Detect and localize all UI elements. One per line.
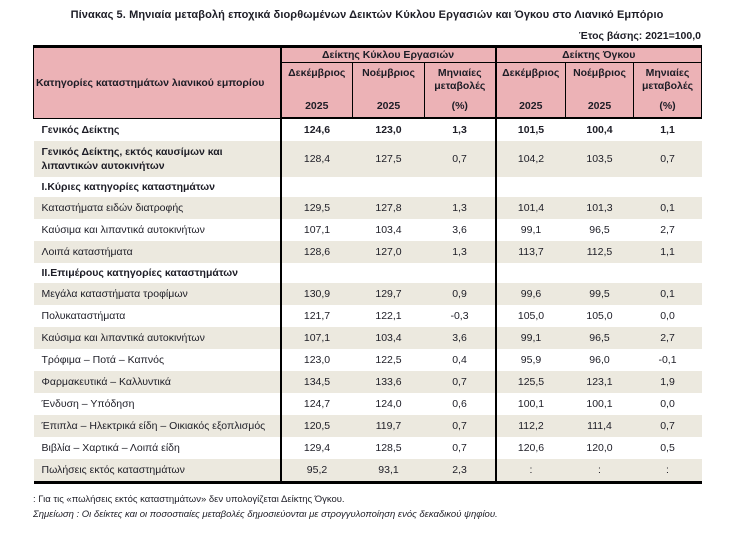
value-cell xyxy=(281,263,353,283)
value-cell: 96,5 xyxy=(589,332,610,344)
value-cell: 105,0 xyxy=(496,305,566,327)
col-header-month: Νοέμβριος xyxy=(573,67,626,79)
value-cell xyxy=(353,177,425,197)
value-cell: 2,7 xyxy=(660,224,675,236)
retail-indices-table xyxy=(33,45,702,484)
value-cell: 0,9 xyxy=(452,288,467,300)
value-cell: 120,0 xyxy=(586,442,613,454)
table-row xyxy=(34,327,702,349)
value-cell: 99,6 xyxy=(496,283,566,305)
col-header-volume-december xyxy=(496,63,566,119)
value-cell: 0,7 xyxy=(452,442,467,454)
value-cell: 124,0 xyxy=(375,398,402,410)
value-cell: 0,0 xyxy=(660,310,675,322)
value-cell xyxy=(634,177,702,197)
value-cell: -0,3 xyxy=(450,310,469,322)
col-header-year: 2025 xyxy=(519,100,543,112)
category-cell: Ι.Κύριες κατηγορίες καταστημάτων xyxy=(41,181,215,193)
table-row xyxy=(34,118,702,141)
value-cell: 101,5 xyxy=(496,118,566,141)
table-body xyxy=(34,118,702,483)
value-cell xyxy=(566,263,634,283)
category-cell: ΙΙ.Επιμέρους κατηγορίες καταστημάτων xyxy=(41,267,238,279)
category-cell: Πωλήσεις εκτός καταστημάτων xyxy=(34,459,281,483)
col-header-year: 2025 xyxy=(587,100,612,112)
value-cell: 127,0 xyxy=(375,246,402,258)
value-cell: 133,6 xyxy=(375,376,402,388)
value-cell: 1,3 xyxy=(452,202,467,214)
category-cell: Έπιπλα – Ηλεκτρικά είδη – Οικιακός εξοπλισμός xyxy=(41,420,266,432)
value-cell xyxy=(425,263,496,283)
value-cell: 122,5 xyxy=(375,354,402,366)
value-cell: 100,4 xyxy=(586,124,613,136)
col-header-turnover-november xyxy=(353,63,425,119)
table-row xyxy=(34,349,702,371)
col-header-change-label: Μηνιαίες μεταβολές xyxy=(641,67,694,92)
value-cell xyxy=(496,263,566,283)
col-header-percent: (%) xyxy=(451,100,468,112)
value-cell: 128,4 xyxy=(281,141,353,177)
value-cell: 2,7 xyxy=(660,332,675,344)
category-column-header: Κατηγορίες καταστημάτων λιανικού εμπορίου xyxy=(34,47,281,119)
value-cell: 129,4 xyxy=(281,437,353,459)
value-cell: 119,7 xyxy=(375,420,402,432)
group-header-row xyxy=(34,47,702,63)
section-row xyxy=(34,177,702,197)
table-row xyxy=(34,283,702,305)
value-cell xyxy=(634,263,702,283)
col-header-month: Δεκέμβριος xyxy=(288,67,346,79)
value-cell: 0,7 xyxy=(660,420,675,432)
value-cell: 112,5 xyxy=(586,246,613,258)
group-header-volume: Δείκτης Όγκου xyxy=(496,47,702,63)
table-row xyxy=(34,393,702,415)
category-cell: Πολυκαταστήματα xyxy=(41,310,126,322)
value-cell: 129,7 xyxy=(375,288,402,300)
value-cell: 129,5 xyxy=(281,197,353,219)
value-cell xyxy=(353,263,425,283)
category-cell: Καύσιμα και λιπαντικά αυτοκινήτων xyxy=(41,224,205,236)
value-cell: 123,0 xyxy=(375,124,402,136)
category-cell: Βιβλία – Χαρτικά – Λοιπά είδη xyxy=(41,442,180,454)
value-cell: 103,4 xyxy=(375,332,402,344)
table-row xyxy=(34,415,702,437)
value-cell: 105,0 xyxy=(586,310,613,322)
footnotes xyxy=(33,492,701,522)
value-cell: 1,1 xyxy=(660,124,675,136)
category-cell: Φαρμακευτικά – Καλλυντικά xyxy=(41,376,171,388)
value-cell: 100,1 xyxy=(496,393,566,415)
value-cell: 130,9 xyxy=(281,283,353,305)
category-cell: Λοιπά καταστήματα xyxy=(41,246,133,258)
value-cell: 127,5 xyxy=(375,153,402,165)
table-row xyxy=(34,219,702,241)
value-cell: 1,9 xyxy=(660,376,675,388)
value-cell: 0,4 xyxy=(452,354,467,366)
value-cell: 3,6 xyxy=(452,332,467,344)
value-cell: 96,5 xyxy=(589,224,610,236)
value-cell: 0,1 xyxy=(660,202,675,214)
value-cell: 123,1 xyxy=(586,376,613,388)
value-cell: 0,0 xyxy=(660,398,675,410)
table-row xyxy=(34,241,702,263)
value-cell xyxy=(496,177,566,197)
value-cell: 101,3 xyxy=(586,202,613,214)
col-header-volume-monthly-change xyxy=(634,63,702,119)
value-cell: 96,0 xyxy=(589,354,610,366)
col-header-turnover-december xyxy=(281,63,353,119)
value-cell: 0,5 xyxy=(660,442,675,454)
value-cell: 125,5 xyxy=(496,371,566,393)
table-row xyxy=(34,141,702,177)
col-header-change-label: Μηνιαίες μεταβολές xyxy=(434,67,486,92)
group-header-turnover: Δείκτης Κύκλου Εργασιών xyxy=(281,47,496,63)
value-cell: 3,6 xyxy=(452,224,467,236)
value-cell: 0,1 xyxy=(660,288,675,300)
value-cell: 124,6 xyxy=(281,118,353,141)
table-row xyxy=(34,459,702,483)
value-cell: : xyxy=(496,459,566,483)
value-cell: 0,6 xyxy=(452,398,467,410)
category-cell: Καύσιμα και λιπαντικά αυτοκινήτων xyxy=(41,332,205,344)
value-cell: : xyxy=(634,459,702,483)
table-row xyxy=(34,197,702,219)
table-row xyxy=(34,437,702,459)
value-cell: 112,2 xyxy=(496,415,566,437)
value-cell: 134,5 xyxy=(281,371,353,393)
value-cell: 101,4 xyxy=(496,197,566,219)
value-cell: 99,1 xyxy=(496,327,566,349)
col-header-month: Δεκέμβριος xyxy=(502,67,560,79)
value-cell: 93,1 xyxy=(353,459,425,483)
value-cell: 121,7 xyxy=(281,305,353,327)
value-cell: 124,7 xyxy=(281,393,353,415)
base-year-note: Έτος βάσης: 2021=100,0 xyxy=(578,30,701,42)
value-cell xyxy=(425,177,496,197)
col-header-year: 2025 xyxy=(376,100,401,112)
value-cell xyxy=(566,177,634,197)
value-cell: 128,5 xyxy=(375,442,402,454)
value-cell: 1,3 xyxy=(452,124,467,136)
value-cell: 99,1 xyxy=(496,219,566,241)
value-cell: 0,7 xyxy=(660,153,675,165)
value-cell xyxy=(281,177,353,197)
col-header-year: 2025 xyxy=(305,100,329,112)
value-cell: 0,7 xyxy=(452,153,467,165)
col-header-percent: (%) xyxy=(659,100,676,112)
section-row xyxy=(34,263,702,283)
category-cell: Καταστήματα ειδών διατροφής xyxy=(41,202,184,214)
category-cell: Ένδυση – Υπόδηση xyxy=(41,398,135,410)
col-header-month: Νοέμβριος xyxy=(362,67,415,79)
category-cell: Τρόφιμα – Ποτά – Καπνός xyxy=(41,354,165,366)
footnote-rounding: Σημείωση : Οι δείκτες και οι ποσοστιαίες μεταβολές δημοσιεύονται με στρογγυλοποίηση ενός δεκαδικού ψηφίου. xyxy=(33,509,498,520)
value-cell: 0,7 xyxy=(452,376,467,388)
value-cell: -0,1 xyxy=(658,354,677,366)
value-cell: 100,1 xyxy=(586,398,613,410)
value-cell: 120,5 xyxy=(281,415,353,437)
category-cell: Γενικός Δείκτης xyxy=(41,123,120,136)
category-cell: Μεγάλα καταστήματα τροφίμων xyxy=(41,288,188,300)
value-cell: 111,4 xyxy=(587,420,612,432)
value-cell: 104,2 xyxy=(496,141,566,177)
value-cell: 120,6 xyxy=(496,437,566,459)
value-cell: 128,6 xyxy=(281,241,353,263)
value-cell: 2,3 xyxy=(425,459,496,483)
value-cell: 95,2 xyxy=(281,459,353,483)
value-cell: 0,7 xyxy=(452,420,467,432)
page-title: Πίνακας 5. Μηνιαία μεταβολή εποχικά διορθωμένων Δεικτών Κύκλου Εργασιών και Όγκου στο Λιανικό Εμπόριο xyxy=(70,9,664,21)
value-cell: 123,0 xyxy=(281,349,353,371)
col-header-volume-november xyxy=(566,63,634,119)
value-cell: 1,3 xyxy=(452,246,467,258)
table-row xyxy=(34,305,702,327)
value-cell: 103,4 xyxy=(375,224,402,236)
value-cell: 103,5 xyxy=(586,153,613,165)
table-header xyxy=(34,47,702,119)
value-cell: 127,8 xyxy=(375,202,402,214)
value-cell: 113,7 xyxy=(496,241,566,263)
value-cell: 107,1 xyxy=(281,219,353,241)
value-cell: 99,5 xyxy=(589,288,610,300)
value-cell: : xyxy=(566,459,634,483)
value-cell: 95,9 xyxy=(496,349,566,371)
value-cell: 122,1 xyxy=(375,310,402,322)
value-cell: 1,1 xyxy=(660,246,675,258)
category-cell: Γενικός Δείκτης, εκτός καυσίμων και λιπαντικών αυτοκινήτων xyxy=(41,146,223,172)
table-row xyxy=(34,371,702,393)
col-header-turnover-monthly-change xyxy=(425,63,496,119)
value-cell: 107,1 xyxy=(281,327,353,349)
footnote-volume-index: : Για τις «πωλήσεις εκτός καταστημάτων» δεν υπολογίζεται Δείκτης Όγκου. xyxy=(33,494,345,505)
